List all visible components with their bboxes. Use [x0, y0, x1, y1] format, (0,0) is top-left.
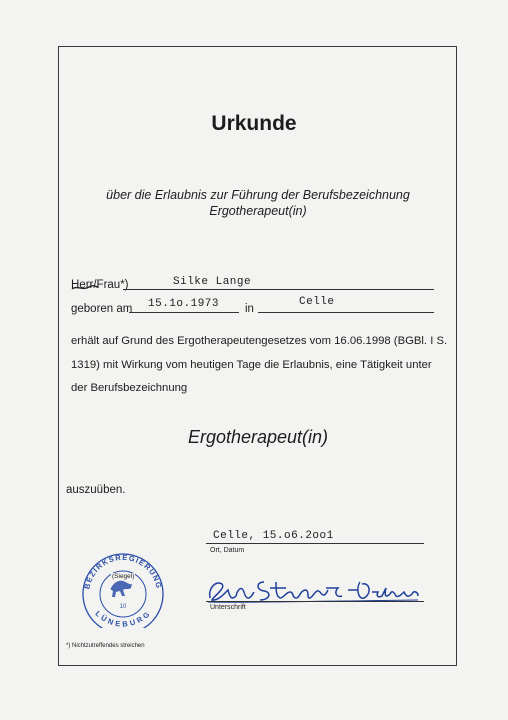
- place-date-label: Ort, Datum: [210, 547, 245, 554]
- strike-scribble: [71, 283, 99, 293]
- seal-text-top: BEZIRKSREGIERUNG: [82, 552, 164, 590]
- signature-underline: [206, 601, 424, 602]
- birth-place-underline: [258, 312, 434, 313]
- name-value: Silke Lange: [173, 276, 252, 288]
- issue-place-date-value: Celle, 15.o6.2oo1: [213, 530, 334, 542]
- seal-placeholder-label: (Siegel): [112, 573, 135, 580]
- name-label: Herr/Frau*): [71, 279, 129, 291]
- document-title: Urkunde: [211, 112, 297, 135]
- signature-label: Unterschrift: [210, 604, 246, 611]
- horse-emblem-icon: [111, 581, 132, 597]
- handwritten-signature: [206, 574, 421, 608]
- body-text: erhält auf Grund des Ergotherapeutengesetzes vom 16.06.1998 (BGBl. I S. 1319) mit Wirkung vom heutigen Tage die Erlaubnis, eine Tätigkeit unter der Berufsbezeichnung: [71, 335, 448, 394]
- place-date-underline: [206, 543, 424, 544]
- document-subtitle: [0, 187, 508, 219]
- seal-text-bottom: LÜNEBURG: [93, 608, 153, 628]
- closing-text: auszuüben.: [66, 484, 126, 496]
- born-label: geboren am: [71, 303, 133, 315]
- seal-number: 10: [119, 604, 127, 610]
- footnote: *) Nichtzutreffendes streichen: [66, 643, 145, 649]
- subtitle-line-1: über die Erlaubnis zur Führung der Berufsbezeichnung: [106, 188, 410, 202]
- born-date-underline: [129, 312, 239, 313]
- subtitle-line-2: Ergotherapeut(in): [209, 204, 307, 218]
- official-seal: [73, 548, 173, 628]
- birth-place-value: Celle: [299, 296, 335, 308]
- born-date-value: 15.1o.1973: [148, 298, 220, 310]
- in-label: in: [245, 303, 254, 315]
- name-underline: [123, 289, 434, 290]
- strike-mark: [71, 280, 99, 290]
- profession-title: Ergotherapeut(in): [187, 427, 329, 447]
